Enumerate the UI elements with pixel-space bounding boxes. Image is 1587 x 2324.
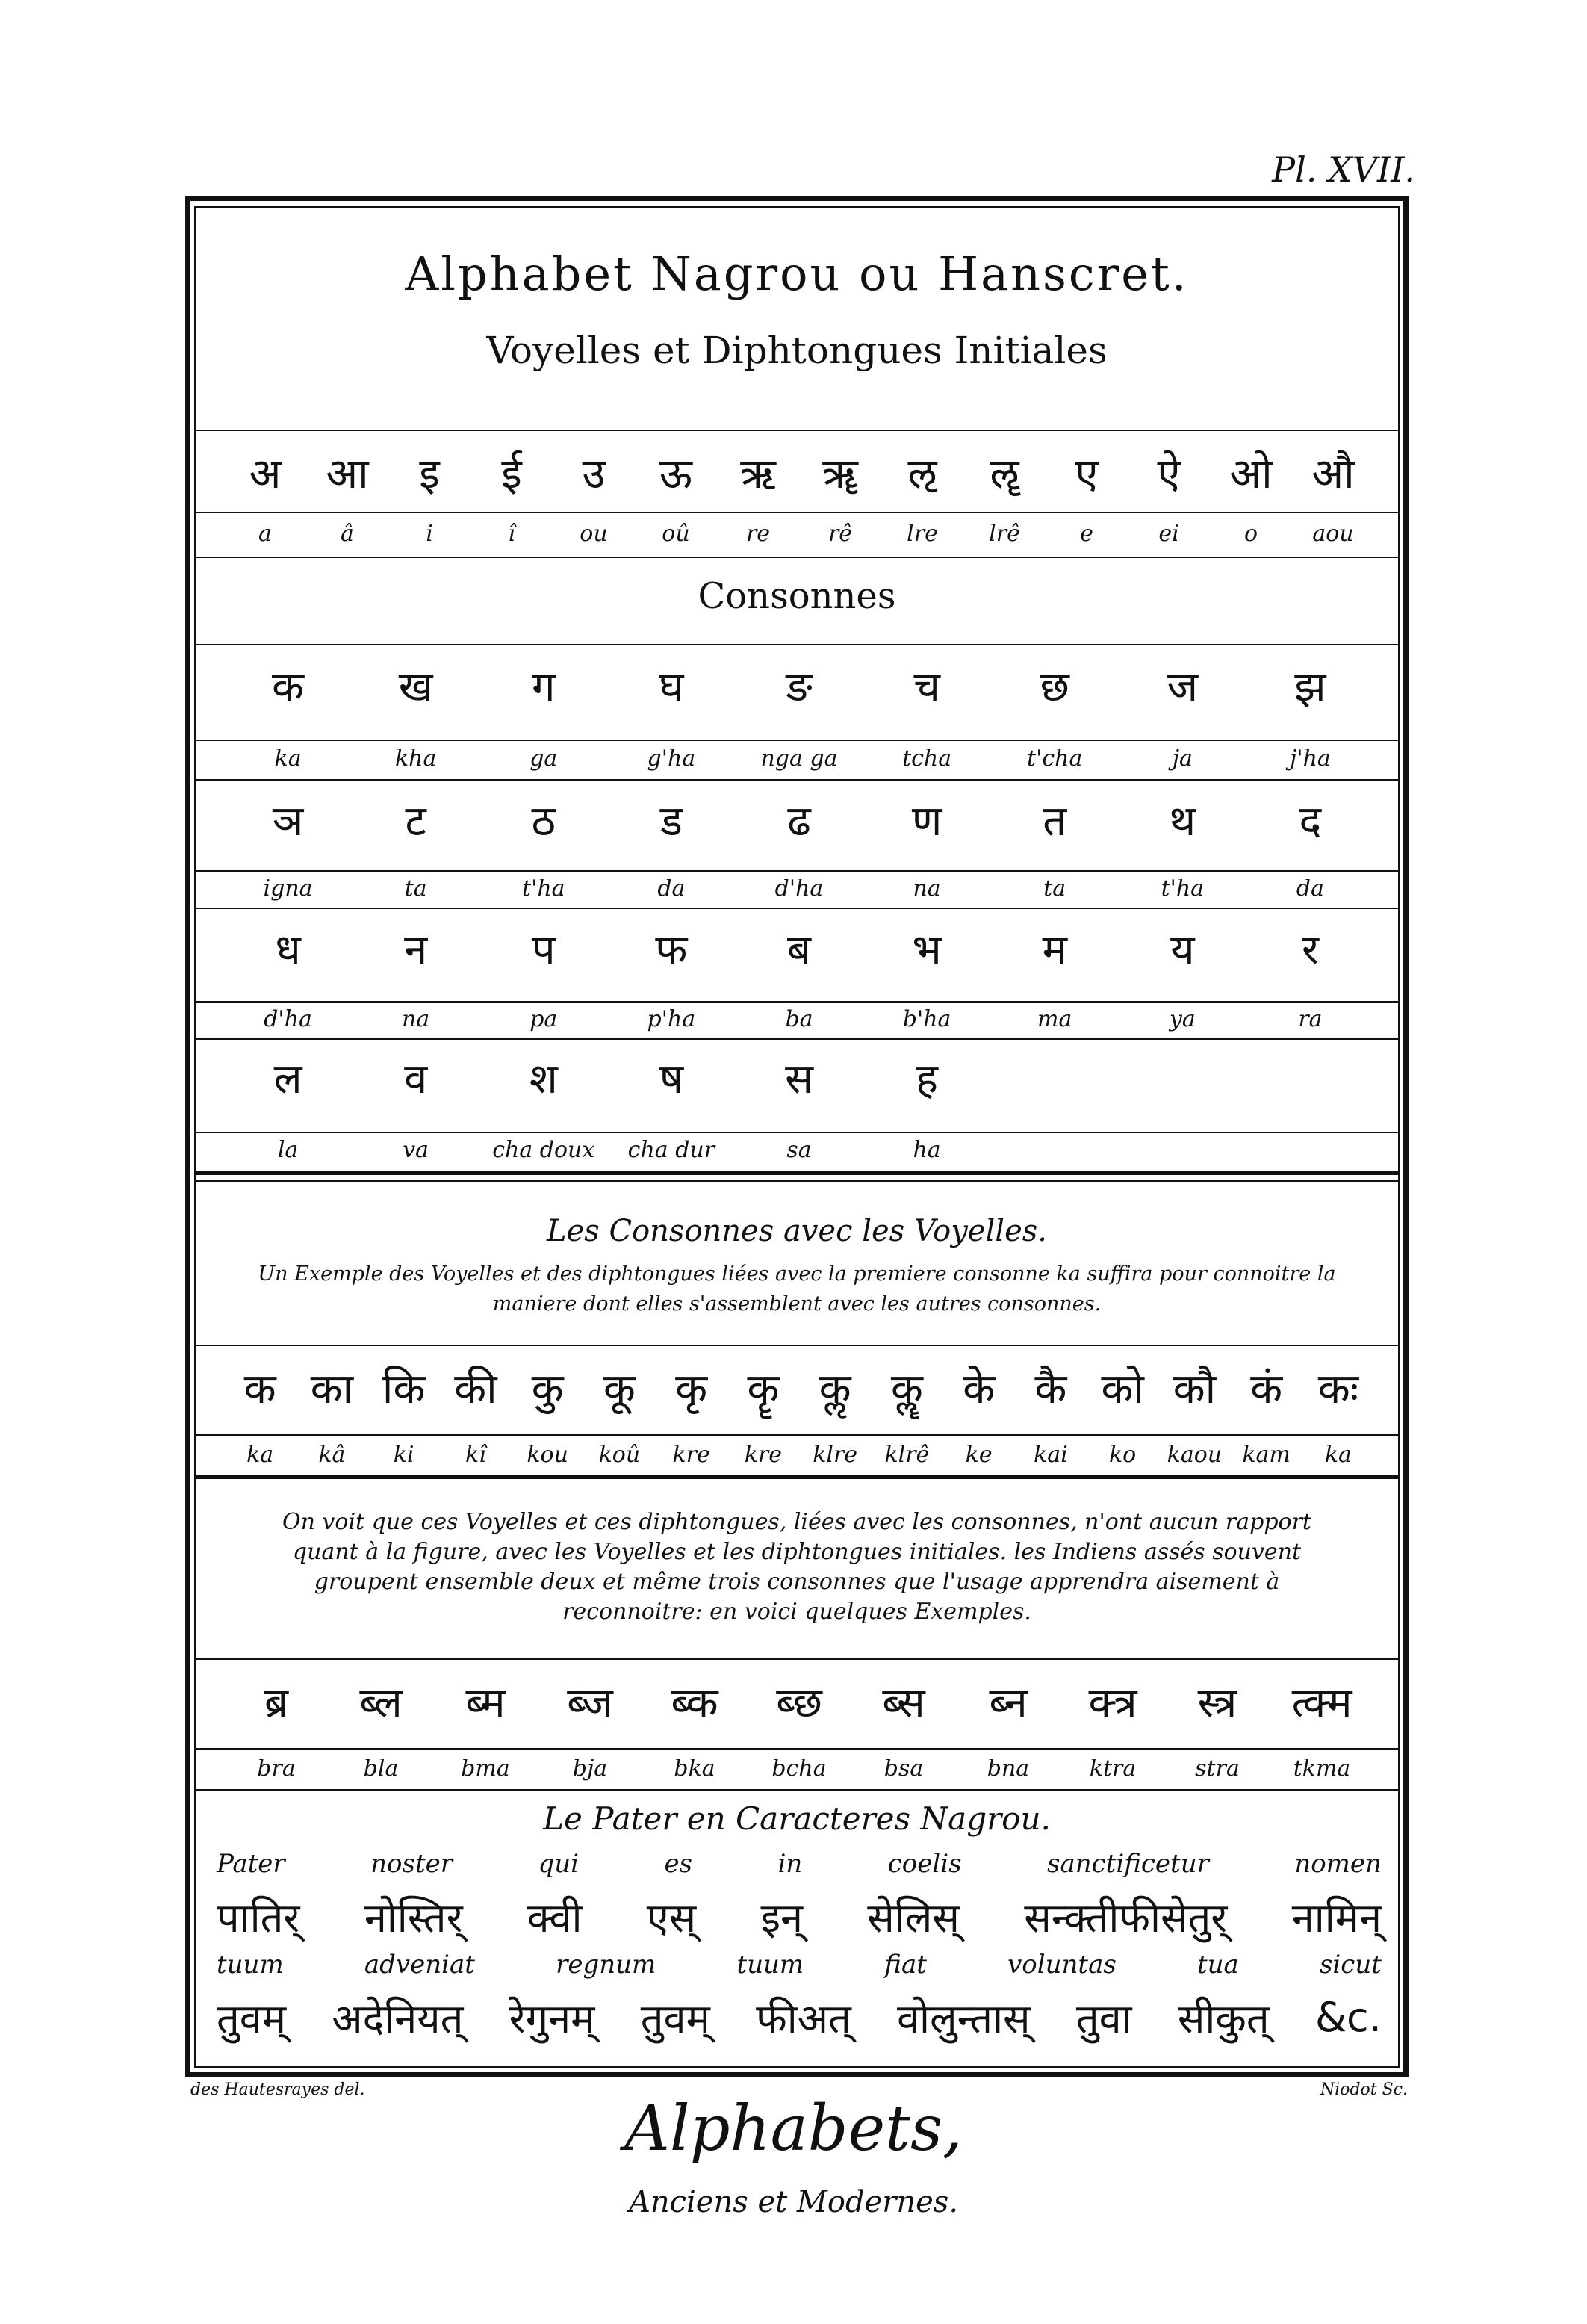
pater-latin-word: sicut [1319,1950,1382,1980]
pater-latin-row [217,1950,1382,1980]
pater-devanagari-word: नोस्तिर् [364,1894,463,1942]
consonant-glyph: ल [273,1055,302,1103]
divider [194,430,1400,431]
vowel-translit: e [1080,521,1093,547]
conjunct-glyph: ब्ज [567,1679,613,1727]
divider [194,1001,1400,1003]
pater-latin-word: Pater [217,1849,285,1879]
consonant-glyph: ङ [786,663,813,711]
consonant-glyph: ड [659,797,683,846]
consonant-glyph: ष [659,1055,684,1103]
pater-devanagari-word: इन् [760,1894,803,1942]
conjunct-para-4: reconnoitre: en voici quelques Exemples. [562,1599,1031,1625]
conjunct-glyph-row [224,1673,1374,1733]
cv-line-2: maniere dont elles s'assemblent avec les autres consonnes. [492,1292,1102,1316]
vowel-translit: oû [662,521,690,547]
pater-devanagari-word: तुवा [1075,1995,1132,2042]
conjunct-glyph: ब्छ [776,1679,822,1727]
consonant-translit: ta [1043,876,1066,902]
cv-translit: kam [1242,1442,1291,1468]
cv-translit: klre [813,1442,858,1468]
vowel-glyph: ऌ [907,450,937,498]
conjunct-translit: bcha [771,1756,827,1782]
consonant-translit: t'cha [1027,746,1083,772]
conjunct-glyph: क्त्र [1088,1679,1137,1727]
divider [194,1345,1400,1346]
cv-line-1: Un Exemple des Voyelles et des diphtongues liées avec la premiere consonne ka suffira pour connoitre la [258,1262,1336,1286]
divider [194,779,1400,781]
page-subtitle: Voyelles et Diphtongues Initiales [486,329,1108,372]
pater-latin-word: coelis [887,1849,962,1879]
cv-translit: ke [965,1442,993,1468]
vowel-glyph: ऋ [740,450,776,498]
cv-translit: koû [598,1442,641,1468]
pater-devanagari-word: पातिर् [217,1894,300,1942]
pater-latin-word: tua [1196,1950,1239,1980]
consonant-translit: d'ha [264,1006,312,1032]
pater-devanagari-word: तुवम् [217,1995,287,2042]
consonant-translit: ta [404,876,427,902]
consonant-glyph: र [1301,926,1319,974]
pater-devanagari-word: &c. [1314,1993,1382,2041]
pater-devanagari-word: सेलिस् [867,1894,960,1942]
consonant-translit: j'ha [1290,746,1331,772]
divider [194,908,1400,909]
cv-glyph: का [310,1365,354,1413]
consonnes-heading: Consonnes [698,575,896,617]
conjunct-translit: bla [363,1756,399,1782]
pater-devanagari-word: एस् [646,1894,697,1942]
consonant-glyph: ण [911,797,942,846]
vowel-translit: ei [1158,521,1179,547]
consonant-translit-row [224,1137,1374,1164]
conjunct-glyph: ब्न [989,1679,1028,1727]
consonant-translit: cha dur [627,1137,715,1163]
conjunct-glyph: ब्ल [359,1679,403,1727]
pater-latin-word: es [664,1849,693,1879]
cv-translit: ka [246,1442,274,1468]
conjunct-translit: ktra [1089,1756,1137,1782]
pater-latin-word: nomen [1294,1849,1382,1879]
conjunct-translit-row [224,1756,1374,1782]
vowel-translit: i [426,521,433,547]
cv-glyph: कै [1034,1365,1067,1413]
consonant-translit: pa [529,1006,558,1032]
consonant-glyph: झ [1294,663,1326,711]
pater-latin-row [217,1849,1382,1879]
pater-devanagari-word: अदेनियत् [332,1995,464,2042]
pater-latin-word: tuum [217,1950,284,1980]
pater-devanagari-word: सन्क्तीफीसेतुर् [1024,1894,1228,1942]
vowel-translit: lre [907,521,938,547]
cv-translit: kre [672,1442,710,1468]
pater-devanagari-word: फीअत् [756,1995,851,2042]
cv-translit: ka [1324,1442,1352,1468]
vowel-glyph: ऐ [1157,450,1181,498]
consonant-translit-row [224,876,1374,902]
book-title: Alphabets, [624,2092,963,2165]
consonant-glyph: न [404,926,428,974]
consonant-glyph: ह [916,1055,938,1103]
conjunct-glyph: स्त्र [1197,1679,1237,1727]
vowel-glyph: आ [326,450,369,498]
cv-glyph-row [224,1360,1374,1419]
consonant-glyph-row [224,657,1374,717]
cv-translit: kaou [1167,1442,1223,1468]
pater-latin-word: fiat [884,1950,927,1980]
consonant-translit: p'ha [647,1006,696,1032]
cv-glyph: के [963,1365,996,1413]
consonant-translit: na [913,876,941,902]
consonant-glyph-row [224,792,1374,852]
consonant-glyph: ञ [272,797,304,846]
consonant-glyph: त [1043,797,1067,846]
pater-latin-word: voluntas [1007,1950,1117,1980]
consonant-translit: na [402,1006,430,1032]
vowel-glyph: ओ [1229,450,1273,498]
cv-translit: kre [744,1442,783,1468]
consonant-translit: g'ha [647,746,696,772]
vowel-glyph: अ [249,450,282,498]
cv-translit: kâ [318,1442,346,1468]
divider [194,1038,1400,1040]
consonant-glyph: घ [659,663,684,711]
consonant-translit: kha [394,746,437,772]
consonant-glyph: च [913,663,940,711]
cv-glyph: कः [1317,1365,1359,1413]
consonant-glyph: द [1299,797,1322,846]
cv-glyph: कु [531,1365,564,1413]
consonant-glyph-row [224,920,1374,980]
divider [194,1748,1400,1750]
divider [194,1434,1400,1436]
pater-devanagari-word: तुवम् [640,1995,710,2042]
consonant-translit-row [224,746,1374,772]
vowel-translit: aou [1312,521,1354,547]
pater-devanagari-row [217,1890,1382,1942]
vowel-translit: re [745,521,771,547]
pater-latin-word: in [777,1849,803,1879]
vowel-glyph: उ [582,450,606,498]
vowel-translit: o [1243,521,1258,547]
cv-glyph: कृ [675,1365,708,1413]
consonant-translit: ma [1037,1006,1072,1032]
plate-number: Pl. XVII. [1272,149,1415,190]
consonant-glyph: ख [398,663,433,711]
consonant-translit: t'ha [1161,876,1205,902]
cv-glyph: को [1101,1365,1144,1413]
pater-devanagari-word: क्वी [527,1894,583,1942]
divider [194,557,1400,558]
vowel-translit-row [224,519,1374,549]
consonant-translit: da [657,876,686,902]
conjunct-translit: bsa [883,1756,924,1782]
cv-translit: ki [393,1442,414,1468]
divider [194,1475,1400,1479]
consonant-translit: tcha [902,746,952,772]
consonant-translit: ka [274,746,302,772]
cv-glyph: कॣ [890,1365,923,1413]
pater-devanagari-row [217,1991,1382,2043]
consonant-glyph: स [785,1055,813,1103]
consonant-glyph: व [404,1055,428,1103]
consonant-glyph: ब [787,926,811,974]
pater-latin-word: regnum [556,1950,656,1980]
pater-devanagari-word: रेगुनम् [509,1995,595,2042]
consonant-translit: da [1296,876,1324,902]
divider [194,1132,1400,1133]
consonant-translit: va [403,1137,429,1163]
divider [194,1658,1400,1660]
conjunct-para-3: groupent ensemble deux et même trois consonnes que l'usage apprendra aisement à [314,1569,1280,1595]
consonant-glyph: ठ [531,797,556,846]
cv-translit: klrê [884,1442,930,1468]
cv-glyph: क [243,1365,276,1413]
pater-devanagari-word: वोलुन्तास् [897,1995,1031,2042]
engraver-credit-right: Niodot Sc. [1320,2080,1408,2099]
cv-translit: ko [1109,1442,1137,1468]
consonant-glyph: थ [1169,797,1196,846]
consonant-translit: cha doux [492,1137,595,1163]
conjunct-para-2: quant à la figure, avec les Voyelles et les diphtongues initiales. les Indiens assés souvent [292,1539,1302,1565]
cv-heading: Les Consonnes avec les Voyelles. [547,1214,1047,1248]
vowel-translit: â [341,521,354,547]
consonant-glyph: ध [275,926,301,974]
vowel-glyph: औ [1311,450,1355,498]
cv-glyph: की [454,1365,497,1413]
conjunct-glyph: ब्क [671,1679,718,1727]
pater-devanagari-word: सीकुत् [1177,1995,1270,2042]
cv-translit-row [224,1442,1374,1469]
divider [194,644,1400,645]
divider [194,740,1400,741]
cv-glyph: कू [603,1365,636,1413]
consonant-translit: ya [1169,1006,1196,1032]
vowel-translit: a [258,521,272,547]
conjunct-translit: stra [1195,1756,1240,1782]
consonant-glyph: भ [912,926,942,974]
consonant-translit: la [277,1137,299,1163]
consonant-translit: ja [1172,746,1193,772]
consonant-translit-row [224,1006,1374,1033]
vowel-translit: rê [827,521,853,547]
consonant-glyph: प [531,926,556,974]
consonant-translit: b'ha [902,1006,951,1032]
engraver-credit-left: des Hautesrayes del. [190,2080,365,2099]
pater-latin-word: adveniat [364,1950,475,1980]
cv-translit: kai [1034,1442,1068,1468]
consonant-glyph: ग [532,663,556,711]
conjunct-glyph: ब्म [465,1679,506,1727]
conjunct-translit: tkma [1293,1756,1351,1782]
consonant-translit: igna [263,876,313,902]
consonant-translit: ga [529,746,558,772]
divider [194,1180,1400,1182]
pater-devanagari-word: नामिन् [1291,1894,1382,1942]
conjunct-glyph: त्क्म [1291,1679,1352,1727]
consonant-glyph: ज [1167,663,1199,711]
pater-latin-word: tuum [736,1950,804,1980]
cv-translit: kî [465,1442,486,1468]
cv-glyph: कं [1250,1365,1283,1413]
vowel-glyph: ई [501,450,522,498]
consonant-translit: d'ha [774,876,824,902]
conjunct-translit: bra [257,1756,296,1782]
consonant-glyph: ढ [787,797,811,846]
divider [194,512,1400,513]
page-title: Alphabet Nagrou ou Hanscret. [405,247,1189,301]
consonant-translit: ba [785,1006,813,1032]
book-subtitle: Anciens et Modernes. [628,2185,959,2219]
consonant-glyph: य [1170,926,1195,974]
vowel-glyph: इ [419,450,440,498]
consonant-glyph: फ [655,926,688,974]
vowel-glyph: ॠ [822,450,858,498]
cv-glyph: कॄ [747,1365,780,1413]
conjunct-glyph: ब्स [882,1679,925,1727]
cv-glyph: कि [382,1365,426,1413]
consonant-translit: t'ha [522,876,565,902]
vowel-translit: î [508,521,515,547]
cv-translit: kou [527,1442,568,1468]
consonant-glyph: क [272,663,305,711]
vowel-glyph: ॡ [990,450,1019,498]
vowel-glyph-row [224,444,1374,504]
consonant-translit: ha [913,1137,941,1163]
pater-latin-word: sanctificetur [1047,1849,1209,1879]
consonant-glyph-row [224,1050,1374,1109]
consonant-glyph: छ [1040,663,1069,711]
conjunct-para-1: On voit que ces Voyelles et ces diphtongues, liées avec les consonnes, n'ont aucun rapport [282,1509,1311,1535]
vowel-translit: ou [580,521,608,547]
conjunct-translit: bna [987,1756,1030,1782]
cv-glyph: कौ [1173,1365,1217,1413]
consonant-glyph: श [529,1055,558,1103]
conjunct-translit: bja [572,1756,608,1782]
divider [194,1171,1400,1175]
vowel-glyph: ए [1075,450,1099,498]
consonant-translit: ra [1298,1006,1323,1032]
pater-heading: Le Pater en Caracteres Nagrou. [543,1800,1051,1837]
divider [194,870,1400,872]
pater-latin-word: noster [370,1849,453,1879]
consonant-glyph: ट [405,797,426,846]
cv-glyph: कॢ [819,1365,851,1413]
conjunct-translit: bma [461,1756,510,1782]
consonant-glyph: म [1042,926,1067,974]
consonant-translit: nga ga [760,746,838,772]
conjunct-glyph: ब्र [264,1679,288,1727]
pater-latin-word: qui [538,1849,579,1879]
consonant-translit: sa [786,1137,812,1163]
vowel-glyph: ऊ [659,450,692,498]
conjunct-translit: bka [674,1756,715,1782]
vowel-translit: lrê [989,521,1020,547]
divider [194,1789,1400,1791]
